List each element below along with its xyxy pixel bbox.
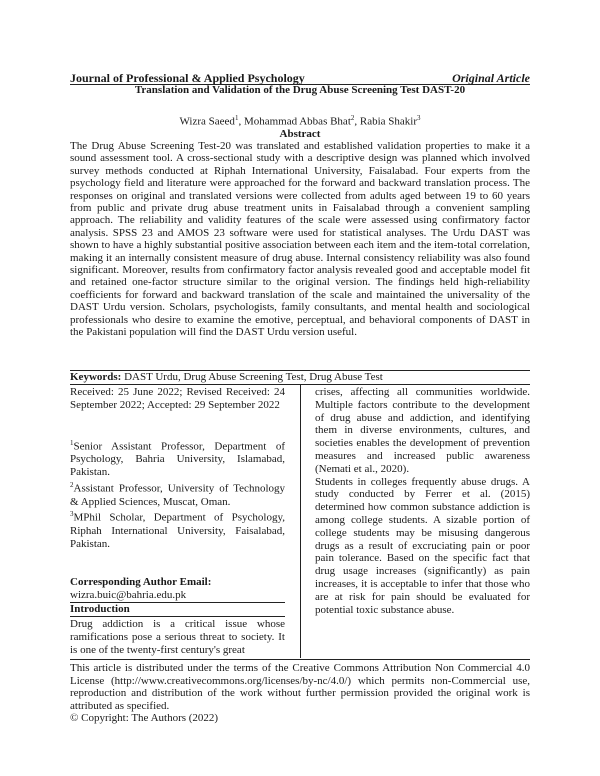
author-mark: 3 [417,114,421,122]
paragraph: crises, affecting all communities worldwide. Multiple factors contribute to the development of drug abuse and addiction, and identifying them in diverse environments, cultures, and societies enables the development of prevention measures and increased public awareness (Nemati et al., 2020). [315,386,530,475]
keywords [70,371,383,383]
affiliation-text: Assistant Professor, University of Technology & Applied Sciences, Muscat, Oman. [70,482,285,508]
author-name: Wizra Saeed [179,115,235,128]
copyright-text: © Copyright: The Authors (2022) [70,712,219,725]
introduction-left-text: Drug addiction is a critical issue whose ramifications pose a serious threat to society. It is one of the twenty-first century's great [70,618,285,656]
affiliation-item [70,479,285,508]
license-footer [70,662,530,725]
journal-name: Journal of Professional & Applied Psychology [70,71,305,85]
affiliation-text: MPhil Scholar, Department of Psychology, Riphah International University, Faisalabad, Pakistan. [70,511,285,550]
article-type: Original Article [452,71,530,85]
introduction-right-text [315,386,530,616]
keywords-text: DAST Urdu, Drug Abuse Screening Test, Drug Abuse Test [124,371,383,383]
affiliation-item [70,508,285,550]
introduction-heading: Introduction [70,603,130,615]
affiliation-mark: 1 [70,439,74,447]
keywords-label: Keywords: [70,371,122,383]
author-mark: 1 [234,114,239,122]
affiliation-item [70,437,285,479]
intro-bottom-rule [70,616,285,617]
corresponding-email[interactable]: wizra.buic@bahria.edu.pk [70,589,187,601]
footer-rule [70,659,530,660]
affiliation-text: Senior Assistant Professor, Department of Psychology, Bahria University, Islamabad, Pakistan. [70,440,285,479]
paper-title: Translation and Validation of the Drug Abuse Screening Test DAST-20 [134,84,466,96]
corresponding-label: Corresponding Author Email: [70,576,212,588]
author-mark: 2 [350,114,355,122]
affiliation-mark: 2 [70,481,74,490]
author-list: Wizra Saeed$^1$, Mohammad Abbas Bhat$^2$, Rabia Shakir$^3$ [179,114,421,128]
license-text: This article is distributed under the terms of the Creative Commons Attribution Non Commercial 4.0 License (http://www.creativecommons.org/licenses/by-nc/4.0/) which permits non-Commercial use, reproduction and distribution of the work without further permission provided the original work is attributed as specified. [70,662,530,712]
paragraph: Students in colleges frequently abuse drugs. A study conducted by Ferrer et al. (2015) determined how common substance addiction is among college students. A sizable portion of college students may be misusing dangerous drugs as a result of excruciating pain or poor pain tolerance. Based on the specific fact that drug usage increases (significantly) as pain increases, it is acceptable to infer that those who are at risk for pain should be evaluated for potential toxic substance abuse. [315,475,530,616]
received-dates: Received: 25 June 2022; Revised Received: 24 September 2022; Accepted: 29 September 2022 [70,386,285,411]
column-divider [300,385,301,658]
affiliation-mark: 3 [70,510,74,519]
affiliation-list [70,437,285,550]
author-name: Rabia Shakir [359,115,418,128]
abstract-text: The Drug Abuse Screening Test-20 was translated and established validation properties to make it a sound assessment tool. A cross-sectional study with a descriptive design was planned which involved survey methods conducted at Riphah International University, Faisalabad. Four experts from the psychology field and literature were approached for the forward and backward translation process. The responses on original and translated versions were collected from adults aged between 19 to 60 years from public and private drug abuse treatment units in Faisalabad through a convenient sampling approach. The reliability and validity features of the scale were assessed using confirmatory factor analysis. SPSS 23 and AMOS 23 software were used for statistical analyses. The Urdu DAST was shown to have a highly substantial positive association between each item and the item-total correlation, making it an internally consistent measure of drug abuse. Internal consistency reliability was also found significant. Moreover, results from confirmatory factor analysis revealed good and acceptable model fit and retained one-factor structure similar to the original version. The findings held high-reliability coefficients for forward and backward translation of the scale and maintained the universality of the DAST Urdu version. Scholars, psychologists, family consultants, and mental health and sociological professionals who desire to examine the emotive, perceptual, and behavioral components of DAST in the Pakistani population will find the DAST Urdu version useful. [70,140,530,339]
abstract-heading: Abstract [279,128,321,140]
author-name: Mohammad Abbas Bhat [243,115,351,128]
